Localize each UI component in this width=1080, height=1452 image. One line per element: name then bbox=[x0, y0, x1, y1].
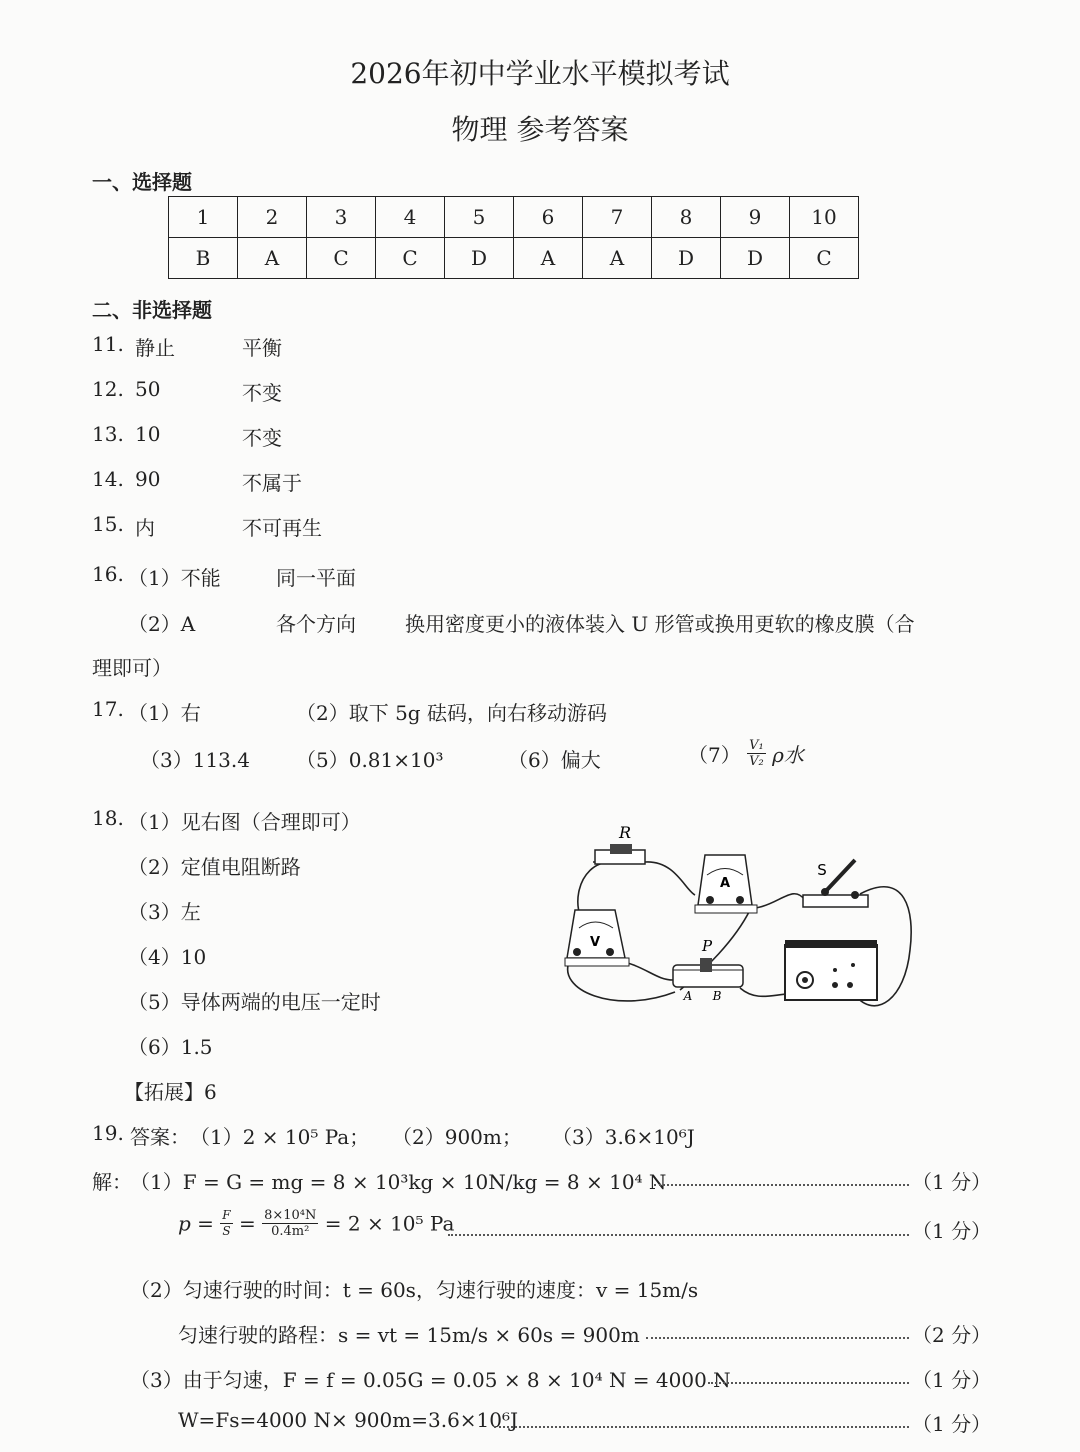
exam-title: 2026年初中学业水平模拟考试 bbox=[350, 57, 730, 90]
score: （2 分） bbox=[912, 1323, 992, 1347]
table-cell: 9 bbox=[721, 197, 790, 238]
table-cell: A bbox=[514, 238, 583, 279]
answer-text: （3）3.6×10⁶J bbox=[552, 1125, 695, 1149]
score: （1 分） bbox=[912, 1412, 992, 1436]
answer-text: 50 bbox=[135, 377, 161, 401]
answer-text: 90 bbox=[135, 467, 161, 491]
answer-text: （1）右 bbox=[128, 701, 201, 725]
answer-text: 同一平面 bbox=[276, 566, 356, 590]
formula-text: p = bbox=[178, 1211, 214, 1236]
table-cell: 5 bbox=[445, 197, 514, 238]
table-cell: C bbox=[307, 238, 376, 279]
answer-text: 不属于 bbox=[242, 471, 302, 495]
terminal-b-label: B bbox=[712, 989, 722, 1003]
table-cell: 2 bbox=[238, 197, 307, 238]
answer-text: （1）见右图（合理即可） bbox=[128, 810, 361, 834]
table-cell: B bbox=[169, 238, 238, 279]
voltmeter bbox=[565, 910, 629, 966]
score: （1 分） bbox=[912, 1170, 992, 1194]
answer-label: 答案： bbox=[130, 1125, 190, 1149]
rheostat bbox=[673, 937, 743, 1003]
table-cell: 7 bbox=[583, 197, 652, 238]
formula-text: = bbox=[238, 1211, 256, 1236]
solution-label: 解： bbox=[92, 1170, 132, 1194]
solution-line: W=Fs=4000 N× 900m=3.6×10⁶J bbox=[178, 1408, 519, 1432]
answer-text: （6）偏大 bbox=[508, 748, 601, 772]
slider-label: P bbox=[701, 937, 713, 955]
answer-text: 10 bbox=[135, 422, 161, 446]
fraction bbox=[747, 738, 766, 769]
solution-line: （2）匀速行驶的时间：t = 60s，匀速行驶的速度：v = 15m/s bbox=[130, 1278, 699, 1302]
ammeter-label: A bbox=[719, 876, 731, 891]
score: （1 分） bbox=[912, 1368, 992, 1392]
resistor bbox=[595, 823, 645, 864]
answer-text: （2）900m； bbox=[392, 1125, 522, 1149]
fraction-denominator: S bbox=[222, 1224, 231, 1238]
table-cell: 6 bbox=[514, 197, 583, 238]
table-cell: D bbox=[721, 238, 790, 279]
power-supply bbox=[785, 940, 877, 1000]
answer-text: 换用密度更小的液体装入 U 形管或换用更软的橡皮膜（合 bbox=[405, 612, 915, 636]
switch bbox=[803, 860, 868, 907]
question-number: 19. bbox=[92, 1121, 124, 1145]
table-cell: C bbox=[790, 238, 859, 279]
answer-text: 不变 bbox=[242, 381, 282, 405]
answer-text: （7） bbox=[688, 743, 741, 767]
answer-text: （6）1.5 bbox=[128, 1035, 213, 1059]
answer-table-answer-row bbox=[169, 238, 859, 279]
solution-line: （1）F = G = mg = 8 × 10³kg × 10N/kg = 8 × 10⁴ N bbox=[130, 1170, 667, 1194]
switch-label: S bbox=[817, 861, 827, 879]
dotted-leader bbox=[448, 1222, 909, 1236]
fraction-denominator: 0.4m² bbox=[271, 1224, 310, 1239]
circuit-diagram bbox=[555, 820, 920, 1020]
table-cell: A bbox=[583, 238, 652, 279]
answer-text: （2）定值电阻断路 bbox=[128, 855, 301, 879]
section-non-choice-heading: 二、非选择题 bbox=[92, 298, 212, 322]
answer-text: 内 bbox=[135, 516, 155, 540]
question-number: 13. bbox=[92, 422, 124, 446]
score: （1 分） bbox=[912, 1219, 992, 1243]
answer-text: （1）不能 bbox=[128, 566, 221, 590]
question-number: 16. bbox=[92, 562, 124, 586]
question-number: 17. bbox=[92, 697, 124, 721]
dotted-leader bbox=[646, 1325, 909, 1339]
solution-line: 匀速行驶的路程：s = vt = 15m/s × 60s = 900m bbox=[178, 1323, 640, 1347]
answer-text: （5）0.81×10³ bbox=[296, 748, 444, 772]
table-cell: C bbox=[376, 238, 445, 279]
answer-text: （3）113.4 bbox=[140, 748, 250, 772]
answer-text: （5）导体两端的电压一定时 bbox=[128, 990, 381, 1014]
table-cell: 8 bbox=[652, 197, 721, 238]
answer-table bbox=[168, 196, 859, 279]
table-cell: A bbox=[238, 238, 307, 279]
answer-text: 静止 bbox=[135, 336, 175, 360]
table-cell: 1 bbox=[169, 197, 238, 238]
answer-text: 不变 bbox=[242, 426, 282, 450]
answer-table-number-row bbox=[169, 197, 859, 238]
dotted-leader bbox=[654, 1172, 909, 1186]
fraction bbox=[220, 1208, 232, 1239]
answer-text: 不可再生 bbox=[242, 516, 322, 540]
answer-text: 理即可） bbox=[92, 656, 172, 680]
fraction-numerator: V₁ bbox=[749, 738, 764, 753]
solution-line: （3）由于匀速，F = f = 0.05G = 0.05 × 8 × 10⁴ N = 4000 N bbox=[130, 1368, 731, 1392]
resistor-label: R bbox=[618, 823, 632, 842]
answer-text: 各个方向 bbox=[276, 612, 356, 636]
density-formula bbox=[688, 738, 804, 769]
voltmeter-label: V bbox=[589, 935, 601, 950]
question-number: 18. bbox=[92, 806, 124, 830]
extension-answer: 【拓展】6 bbox=[124, 1080, 217, 1104]
fraction-denominator: V₂ bbox=[749, 754, 764, 769]
answer-text: （3）左 bbox=[128, 900, 201, 924]
table-cell: D bbox=[652, 238, 721, 279]
dotted-leader bbox=[708, 1370, 909, 1384]
ammeter bbox=[695, 855, 757, 913]
formula-text: = 2 × 10⁵ Pa bbox=[324, 1211, 455, 1236]
question-number: 12. bbox=[92, 377, 124, 401]
answer-text: 平衡 bbox=[242, 336, 282, 360]
table-cell: D bbox=[445, 238, 514, 279]
dotted-leader bbox=[494, 1414, 909, 1428]
table-cell: 3 bbox=[307, 197, 376, 238]
exam-subtitle: 物理 参考答案 bbox=[451, 113, 629, 146]
answer-text: （1）2 × 10⁵ Pa； bbox=[190, 1125, 370, 1149]
pressure-formula bbox=[178, 1208, 454, 1239]
answer-text: （4）10 bbox=[128, 945, 207, 969]
answer-text: （2）A bbox=[128, 612, 196, 636]
question-number: 14. bbox=[92, 467, 124, 491]
fraction-numerator: F bbox=[222, 1208, 231, 1222]
fraction-numerator: 8×10⁴N bbox=[264, 1208, 317, 1223]
section-multiple-choice-heading: 一、选择题 bbox=[92, 170, 192, 194]
table-cell: 4 bbox=[376, 197, 445, 238]
fraction bbox=[262, 1208, 318, 1239]
question-number: 11. bbox=[92, 332, 124, 356]
rho-water: ρ水 bbox=[772, 743, 804, 767]
answer-text: （2）取下 5g 砝码，向右移动游码 bbox=[296, 701, 607, 725]
table-cell: 10 bbox=[790, 197, 859, 238]
terminal-a-label: A bbox=[683, 989, 693, 1003]
question-number: 15. bbox=[92, 512, 124, 536]
